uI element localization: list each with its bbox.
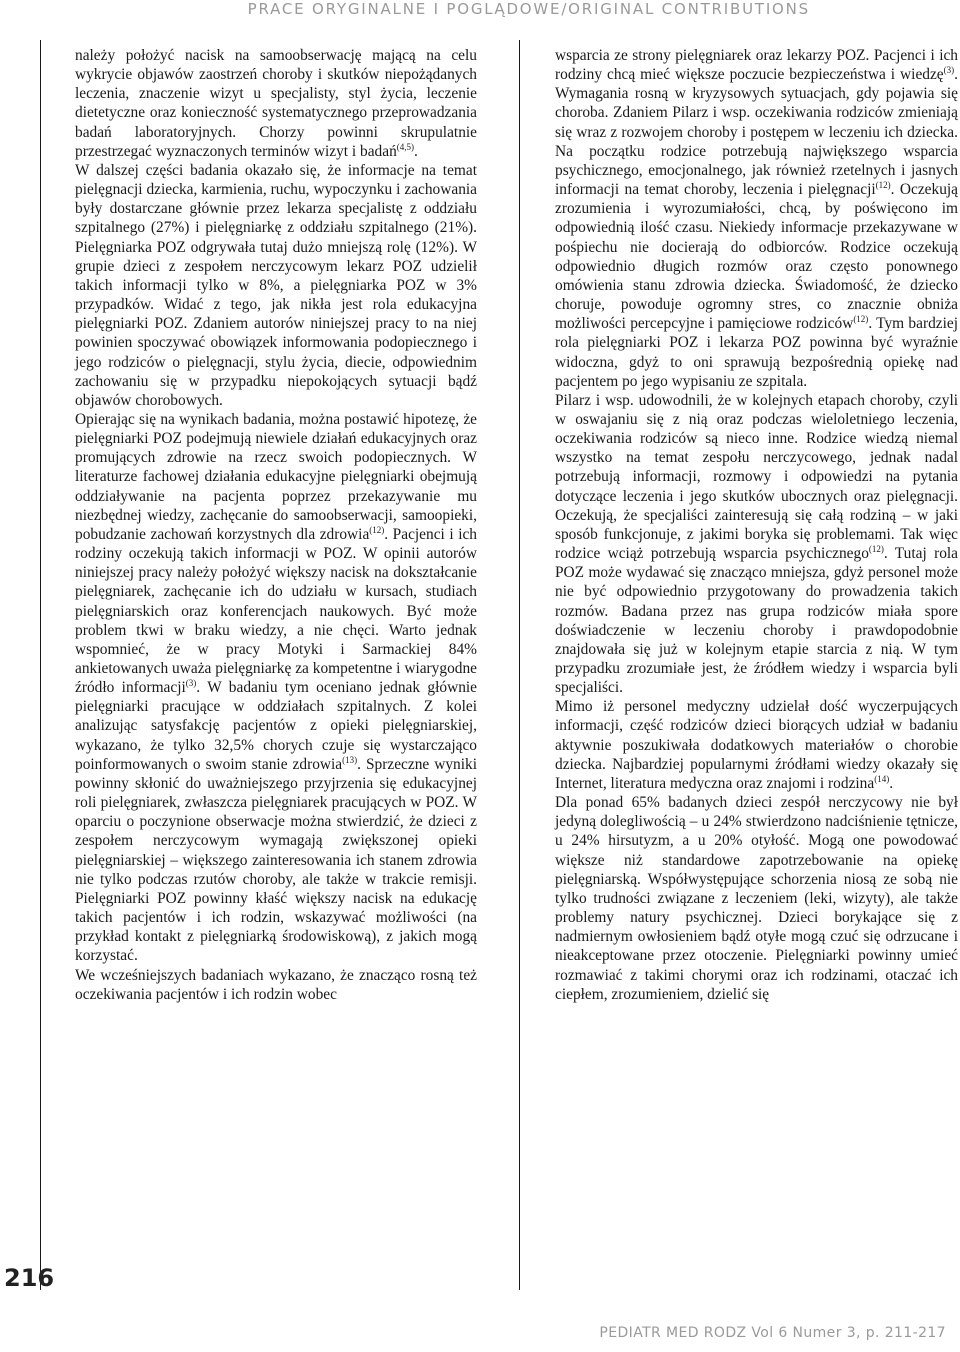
citation: (12) — [369, 524, 385, 535]
citation: (3) — [185, 678, 197, 689]
paragraph: Opierając się na wynikach badania, można postawić hipotezę, że pielęgniarki POZ podejmują niewiele działań edukacyjnych oraz promujących zdrowie na rzecz swoich podopiecznych. W literaturze fachowej działania edukacyjne pielęgniarki obejmują oddziaływanie na pacjenta poprzez przekazywanie mu niezbędnej wiedzy, zachęcanie do samoobserwacji, samoopieki, pobudzanie zachowań korzystnych dla zdrowia$^{(12)}$. Pacjenci i ich rodziny oczekują takich informacji w POZ. W opinii autorów niniejszej pracy należy położyć większy nacisk na dokształcanie pielęgniarek, zachęcanie ich do udziału w kursach, studiach pielęgniarskich oraz konferencjach naukowych. Być może problem tkwi w braku wiedzy, a nie chęci. Warto jednak wspomnieć, że w pracy Motyki i Sarmackiej 84% ankietowanych uważa pielęgniarkę za kompetentne i wiarygodne źródło informacji$^{(3)}$. W badaniu tym oceniano jednak głównie pielęgniarki pracujące w oddziałach szpitalnych. Z kolei analizując satysfakcję pacjentów z opieki pielęgniarskiej, wykazano, że tylko 32,5% chorych czuje się wystarczająco poinformowanych o swoim stanie zdrowia$^{(13)}$. Sprzeczne wyniki powinny skłonić do uważniejszego przyjrzenia się edukacyjnej roli pielęgniarek, zwłaszcza pielęgniarek pracujących w POZ. W oparciu o poczynione obserwacje można stwierdzić, że dzieci z zespołem nerczycowym wymagają zwiększonej opieki pielęgniarskiej – większego zainteresowania ich stanem zdrowia nie tylko podczas rzutów choroby, ale także w trakcie remisji. Pielęgniarki POZ powinny kłaść większy nacisk na edukację takich pacjentów i ich rodzin, wskazywać możliwości (na przykład kontakt z pielęgniarką środowiskową), z jakich mogą korzystać. — [75, 410, 477, 965]
citation: (3) — [943, 65, 955, 76]
paragraph: W dalszej części badania okazało się, że informacje na temat pielęgnacji dziecka, karmienia, ruchu, wypoczynku i zachowania były dostarczane głównie przez lekarza specjalistę z oddziału szpitalnego (27%) i pielęgniarkę z oddziału szpitalnego (21%). Pielęgniarka POZ odgrywała tutaj dużo mniejszą rolę (12%). W grupie dzieci z zespołem nerczycowym lekarz POZ udzielił takich informacji tylko w 8%, a pielęgniarka POZ w 3% przypadków. Widać z tego, jak nikła jest rola edukacyjna pielęgniarki POZ. Zdaniem autorów niniejszej pracy to na niej powinien spoczywać obowiązek informowania podopiecznego i jego rodziców o pielęgnacji, stylu życia, diecie, odpowiednim zachowaniu się w przypadku niepokojących sytuacji bądź objawów chorobowych. — [75, 161, 477, 409]
paragraph: Mimo iż personel medyczny udzielał dość wyczerpujących informacji, część rodziców dzieci biorących udział w badaniu aktywnie poszukiwała dodatkowych materiałów o chorobie dziecka. Najbardziej popularnymi źródłami wiedzy okazały się Internet, literatura medyczna oraz znajomi i rodzina$^{(14)}$. — [555, 698, 958, 792]
citation: (12) — [853, 314, 869, 325]
left-column — [75, 46, 477, 1004]
citation: (12) — [868, 544, 884, 555]
page-number: 216 — [4, 1264, 55, 1292]
paragraph: Pilarz i wsp. udowodnili, że w kolejnych etapach choroby, czyli w oswajaniu się z nią oraz podczas wieloletniego leczenia, oczekiwania rodziców są nieco inne. Rodzice wiedzą niemal wszystko na temat zespołu nerczycowego, jednak nadal potrzebują informacji, rozmowy i odpowiedzi na pytania dotyczące leczenia i jego skutków ubocznych oraz pielęgnacji. Oczekują, że specjaliści zainteresują się całą rodziną – w jaki sposób funkcjonuje, z jakimi boryka się problemami. Tak więc rodzice wciąż potrzebują wsparcia psychicznego$^{(12)}$. Tutaj rola POZ może wydawać się znacząco mniejsza, gdyż personel może nie być odpowiednio przygotowany do prowadzenia takich rozmów. Badana przez nas grupa rodziców miała spore doświadczenie w leczeniu choroby i prawdopodobnie znajdowała się już w kolejnym etapie starcia z nią. W tym przypadku zrozumiałe jest, że źródłem wiedzy i wsparcia byli specjaliści. — [555, 391, 959, 697]
citation: (12) — [875, 180, 891, 191]
journal-footer: PEDIATR MED RODZ Vol 6 Numer 3, p. 211-217 — [599, 1325, 946, 1341]
running-head: PRACE ORYGINALNE I POGLĄDOWE/ORIGINAL CONTRIBUTIONS — [247, 0, 810, 18]
paragraph: należy położyć nacisk na samoobserwację mającą na celu wykrycie objawów zaostrzeń choroby i skutków niepożądanych leczenia, znaczenie wizyt u specjalisty, styl życia, leczenie dietetyczne oraz konieczność systematycznego przeprowadzania badań laboratoryjnych. Chorzy powinni skrupulatnie przestrzegać wyznaczonych terminów wizyt i badań$^{(4,5)}$. — [75, 47, 477, 160]
paragraph: We wcześniejszych badaniach wykazano, że znacząco rosną też oczekiwania pacjentów i ich rodzin wobec — [75, 966, 477, 1003]
citation: (14) — [874, 773, 890, 784]
paragraph: wsparcia ze strony pielęgniarek oraz lekarzy POZ. Pacjenci i ich rodziny chcą mieć większe poczucie bezpieczeństwa i wiedzę$^{(3)}$. Wymagania rosną w kryzysowych sytuacjach, gdy pojawia się choroba. Zdaniem Pilarz i wsp. oczekiwania rodziców zmieniają się wraz z rozwojem choroby i postępem w leczeniu ich dziecka. Na początku rodzice potrzebują największego wsparcia psychicznego, emocjonalnego, jak również rzetelnych i jasnych informacji na temat choroby, leczenia i pielęgnacji$^{(12)}$. Oczekują zrozumienia i wyrozumiałości, chcą, by poświęcono im odpowiednią ilość czasu. Niekiedy informacje przekazywane w pośpiechu nie docierają do odbiorców. Rodzice oczekują odpowiednio długich rozmów oraz często ponownego omówienia stanu zdrowia dziecka. Świadomość, że dziecko choruje, powoduje ogromny stres, co znacznie obniża możliwości percepcyjne i pamięciowe rodziców$^{(12)}$. Tym bardziej rola pielęgniarki POZ i lekarza POZ powinna być wyraźnie widoczna, gdyż to oni sprawują bezpośrednią opiekę nad pacjentem po jego wypisaniu ze szpitala. — [555, 47, 959, 390]
column-divider-rule — [519, 40, 520, 1290]
citation: (4,5) — [396, 141, 415, 152]
paragraph: Dla ponad 65% badanych dzieci zespół nerczycowy nie był jedyną dolegliwością – u 24% stwierdzono nadciśnienie tętnicze, u 24% hirsutyzm, a u 20% otyłość. Mogą one powodować większe niż standardowe zapotrzebowanie na opiekę pielęgniarską. Współwystępujące schorzenia niosą ze sobą nie tylko trudności związane z leczeniem (leki, wizyty), ale także problemy natury psychicznej. Dzieci borykające się z nadmiernym owłosieniem bądź otyłe mogą czuć się odrzucane i nieakceptowane przez otoczenie. Pielęgniarki powinny umieć rozmawiać z takimi chorymi oraz ich rodzinami, otaczać ich ciepłem, zrozumieniem, dzielić się — [555, 794, 958, 1003]
right-column — [555, 46, 958, 1004]
citation: (13) — [342, 754, 358, 765]
left-margin-rule — [40, 40, 41, 1290]
